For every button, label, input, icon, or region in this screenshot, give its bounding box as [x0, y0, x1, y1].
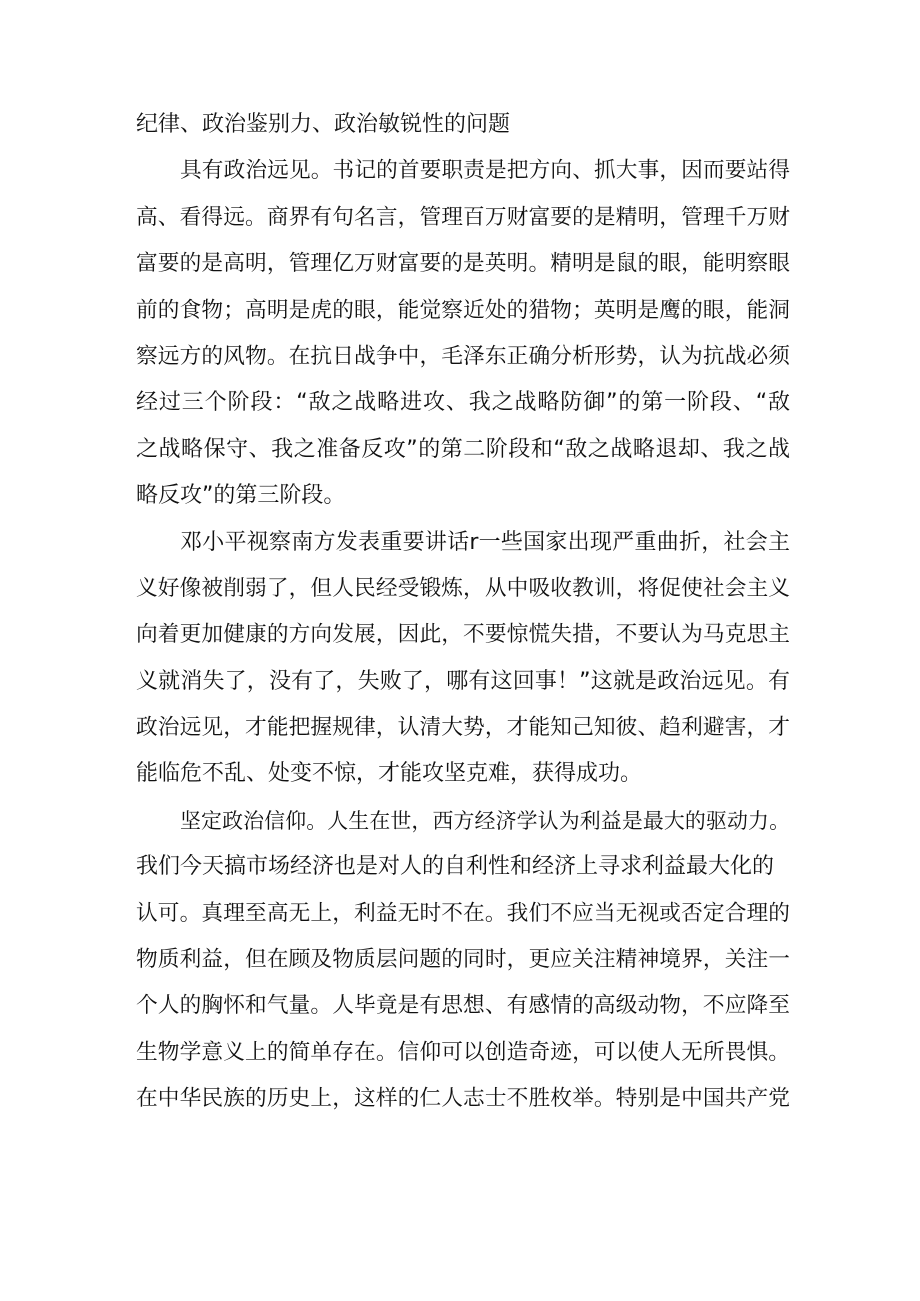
- text-line: 具有政治远见。书记的首要职责是把方向、抓大事，因而要站得: [180, 158, 790, 184]
- text-line: 经过三个阶段：“敌之战略进攻、我之战略防御”的第一阶段、“敌: [136, 390, 790, 416]
- text-line: 察远方的风物。在抗日战争中，毛泽东正确分析形势，认为抗战必须: [136, 343, 790, 369]
- text-line: 生物学意义上的简单存在。信仰可以创造奇迹，可以使人无所畏惧。: [136, 1039, 790, 1065]
- text-line: 前的食物；高明是虎的眼，能觉察近处的猎物；英明是鹰的眼，能洞: [136, 297, 790, 323]
- text-line: 物质利益，但在顾及物质层问题的同时，更应关注精神境界，关注一: [136, 947, 790, 973]
- body-text: [136, 102, 790, 1123]
- text-line: 在中华民族的历史上，这样的仁人志士不胜枚举。特别是中国共产党: [136, 1086, 790, 1112]
- text-line: 个人的胸怀和气量。人毕竟是有思想、有感情的高级动物，不应降至: [136, 993, 790, 1019]
- text-line: 我们今天搞市场经济也是对人的自利性和经济上寻求利益最大化的: [136, 854, 775, 880]
- text-line: 纪律、政治鉴别力、政治敏锐性的问题: [136, 112, 511, 137]
- text-line: 义好像被削弱了，但人民经受锻炼，从中吸收教训，将促使社会主义: [136, 575, 790, 601]
- text-line: 能临危不乱、处变不惊，才能攻坚克难，获得成功。: [136, 761, 643, 787]
- text-line: 之战略保守、我之准备反攻”的第二阶段和“敌之战略退却、我之战: [136, 436, 790, 462]
- text-line: 向着更加健康的方向发展，因此，不要惊慌失措，不要认为马克思主: [136, 622, 790, 648]
- text-line: 坚定政治信仰。人生在世，西方经济学认为利益是最大的驱动力。: [180, 808, 790, 833]
- text-line: 义就消失了，没有了，失败了，哪有这回事！”这就是政治远见。有: [136, 668, 790, 694]
- text-line: 认可。真理至高无上，利益无时不在。我们不应当无视或否定合理的: [136, 900, 790, 926]
- text-line: 略反攻”的第三阶段。: [136, 483, 346, 509]
- text-line: 高、看得远。商界有句名言，管理百万财富要的是精明，管理千万财: [136, 204, 790, 230]
- text-line: 邓小平视察南方发表重要讲话r一些国家出现严重曲折，社会主: [180, 529, 790, 555]
- text-line: 富要的是高明，管理亿万财富要的是英明。精明是鼠的眼，能明察眼: [136, 251, 790, 277]
- text-line: 政治远见，才能把握规律，认清大势，才能知己知彼、趋利避害，才: [136, 715, 790, 741]
